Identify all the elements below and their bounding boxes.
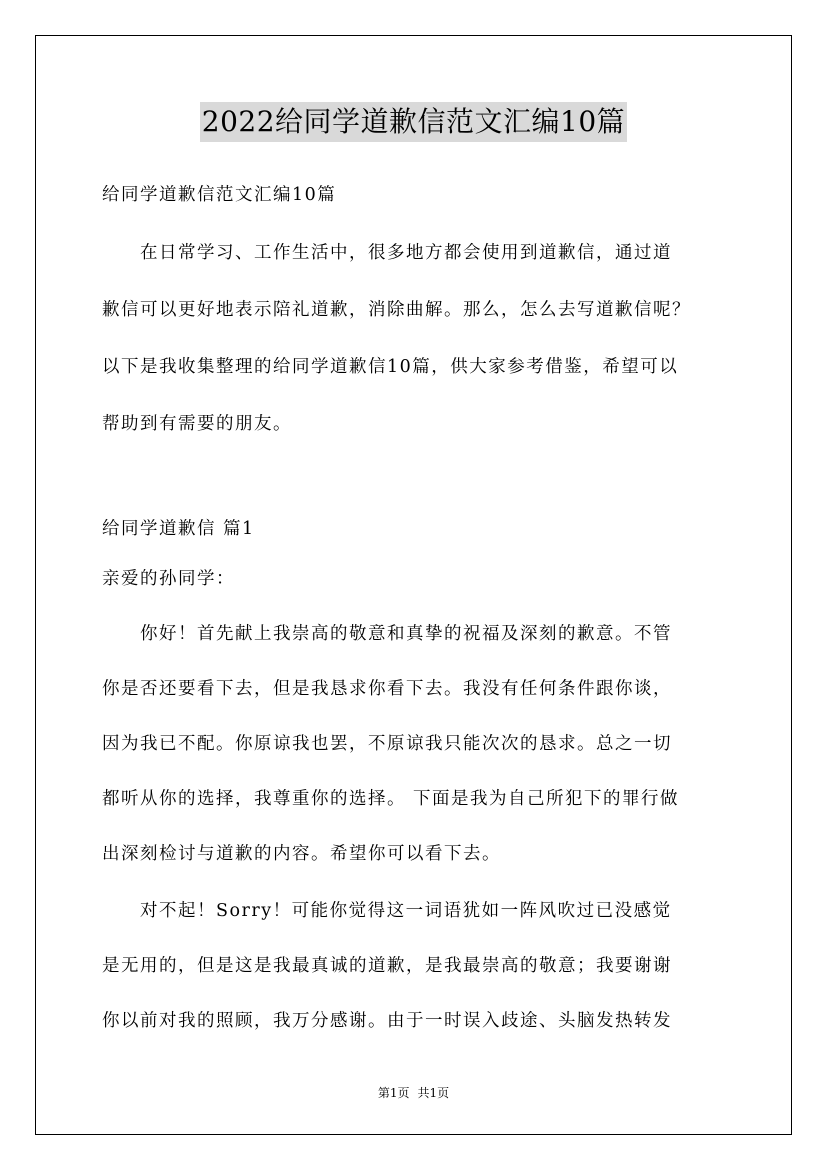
salutation: 亲爱的孙同学： [102,569,235,589]
page-number: 第1页 [377,1086,410,1100]
paragraph-line: 是无用的，但是这是我最真诚的道歉，是我最崇高的敬意；我要谢谢 [102,956,672,976]
paragraph-line: 歉信可以更好地表示陪礼道歉，消除曲解。那么，怎么去写道歉信呢？ [102,300,691,320]
document-title: 2022给同学道歉信范文汇编10篇 [200,102,627,142]
page-total: 共1页 [417,1086,450,1100]
paragraph-line: 因为我已不配。你原谅我也罢，不原谅我只能次次的恳求。总之一切 [102,734,672,754]
paragraph-line: 帮助到有需要的朋友。 [102,414,292,434]
paragraph-line: 出深刻检讨与道歉的内容。希望你可以看下去。 [102,844,501,864]
paragraph-line: 在日常学习、工作生活中，很多地方都会使用到道歉信，通过道 [102,243,672,263]
title-wrap [0,102,827,142]
section-heading: 给同学道歉信 篇1 [102,519,255,539]
paragraph-line: 你好！首先献上我崇高的敬意和真挚的祝福及深刻的歉意。不管 [102,624,672,644]
paragraph-line: 对不起！Sorry！可能你觉得这一词语犹如一阵风吹过已没感觉 [102,901,672,921]
paragraph-line: 以下是我收集整理的给同学道歉信10篇，供大家参考借鉴，希望可以 [102,357,679,377]
intro-heading: 给同学道歉信范文汇编10篇 [102,185,337,205]
paragraph-line: 你是否还要看下去，但是我恳求你看下去。我没有任何条件跟你谈， [102,679,672,699]
paragraph-line: 都听从你的选择，我尊重你的选择。 下面是我为自己所犯下的罪行做 [102,789,680,809]
document-body [102,172,728,1036]
paragraph-line: 你以前对我的照顾，我万分感谢。由于一时误入歧途、头脑发热转发 [102,1011,672,1031]
page-footer [0,1085,827,1101]
